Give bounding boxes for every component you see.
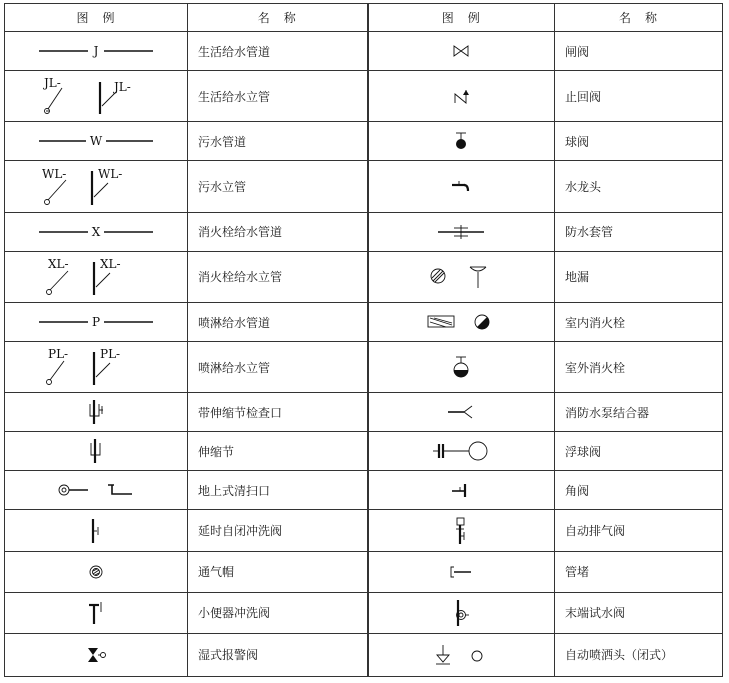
row-name: 带伸缩节检查口 (188, 393, 368, 432)
svg-text:PL-: PL- (48, 347, 69, 362)
vent-cap-icon (5, 551, 188, 592)
urinal-flush-valve-icon (5, 592, 188, 633)
air-release-valve-icon (368, 510, 555, 551)
sewage-riser-symbol (5, 161, 188, 212)
table-row (5, 122, 723, 161)
hydrant-riser-symbol (5, 251, 188, 302)
table-row (5, 251, 723, 302)
row-name: 止回阀 (555, 71, 723, 122)
water-supply-pipe-symbol (5, 32, 188, 71)
row-name: 延时自闭冲洗阀 (188, 510, 368, 551)
row-name: 自动喷洒头（闭式） (555, 633, 723, 676)
table-row (5, 510, 723, 551)
float-valve-icon (368, 432, 555, 471)
row-name: 喷淋给水管道 (188, 303, 368, 342)
row-name: 防水套管 (555, 212, 723, 251)
svg-text:XL-: XL- (100, 256, 121, 271)
angle-valve-icon (368, 471, 555, 510)
table-row (5, 432, 723, 471)
row-name: 消火栓给水立管 (188, 251, 368, 302)
end-test-valve-icon (368, 592, 555, 633)
header-symbol-right: 图 例 (368, 4, 555, 32)
table-row (5, 32, 723, 71)
row-name: 地上式清扫口 (188, 471, 368, 510)
table-row (5, 471, 723, 510)
sprinkler-pipe-symbol (5, 303, 188, 342)
row-name: 球阀 (555, 122, 723, 161)
row-name: 管堵 (555, 551, 723, 592)
table-row (5, 71, 723, 122)
indoor-hydrant-icon (368, 303, 555, 342)
table-row (5, 342, 723, 393)
row-name: 闸阀 (555, 32, 723, 71)
table-row (5, 393, 723, 432)
table-row (5, 592, 723, 633)
sprinkler-riser-symbol (5, 342, 188, 393)
header-name-left: 名 称 (188, 4, 368, 32)
floor-cleanout-icon (5, 471, 188, 510)
sprinkler-closed-icon (368, 633, 555, 676)
svg-text:WL-: WL- (98, 166, 123, 181)
svg-text:X: X (91, 224, 101, 239)
water-supply-riser-symbol (5, 71, 188, 122)
floor-drain-icon (368, 251, 555, 302)
table-row (5, 633, 723, 676)
row-name: 末端试水阀 (555, 592, 723, 633)
expansion-joint-with-inspection-icon (5, 393, 188, 432)
row-name: 浮球阀 (555, 432, 723, 471)
legend-table (4, 3, 723, 677)
svg-text:P: P (91, 315, 101, 330)
row-name: 伸缩节 (188, 432, 368, 471)
svg-text:WL-: WL- (42, 166, 67, 181)
row-name: 消火栓给水管道 (188, 212, 368, 251)
row-name: 湿式报警阀 (188, 633, 368, 676)
header-symbol-left: 图 例 (5, 4, 188, 32)
row-name: 小便器冲洗阀 (188, 592, 368, 633)
sewage-pipe-symbol (5, 122, 188, 161)
row-name: 生活给水管道 (188, 32, 368, 71)
wet-alarm-valve-icon (5, 633, 188, 676)
row-name: 生活给水立管 (188, 71, 368, 122)
ball-valve-icon (368, 122, 555, 161)
pipe-plug-icon (368, 551, 555, 592)
row-name: 消防水泵结合器 (555, 393, 723, 432)
row-name: 地漏 (555, 251, 723, 302)
svg-text:XL-: XL- (48, 256, 69, 271)
table-row (5, 161, 723, 212)
row-name: 室外消火栓 (555, 342, 723, 393)
table-row (5, 303, 723, 342)
table-row (5, 551, 723, 592)
row-name: 自动排气阀 (555, 510, 723, 551)
hydrant-pipe-symbol (5, 212, 188, 251)
row-name: 角阀 (555, 471, 723, 510)
svg-text:J: J (93, 44, 99, 58)
svg-text:PL-: PL- (100, 347, 121, 362)
row-name: 污水立管 (188, 161, 368, 212)
svg-text:JL-: JL- (44, 76, 61, 91)
row-name: 室内消火栓 (555, 303, 723, 342)
check-valve-icon (368, 71, 555, 122)
row-name: 喷淋给水立管 (188, 342, 368, 393)
delay-flush-valve-icon (5, 510, 188, 551)
row-name: 污水管道 (188, 122, 368, 161)
header-name-right: 名 称 (555, 4, 723, 32)
row-name: 水龙头 (555, 161, 723, 212)
table-row (5, 212, 723, 251)
row-name: 通气帽 (188, 551, 368, 592)
gate-valve-icon (368, 32, 555, 71)
svg-text:JL-: JL- (114, 80, 131, 95)
expansion-joint-icon (5, 432, 188, 471)
outdoor-hydrant-icon (368, 342, 555, 393)
pump-adapter-icon (368, 393, 555, 432)
faucet-icon (368, 161, 555, 212)
waterproof-sleeve-icon (368, 212, 555, 251)
header-row (5, 4, 723, 32)
svg-text:W: W (89, 134, 103, 149)
